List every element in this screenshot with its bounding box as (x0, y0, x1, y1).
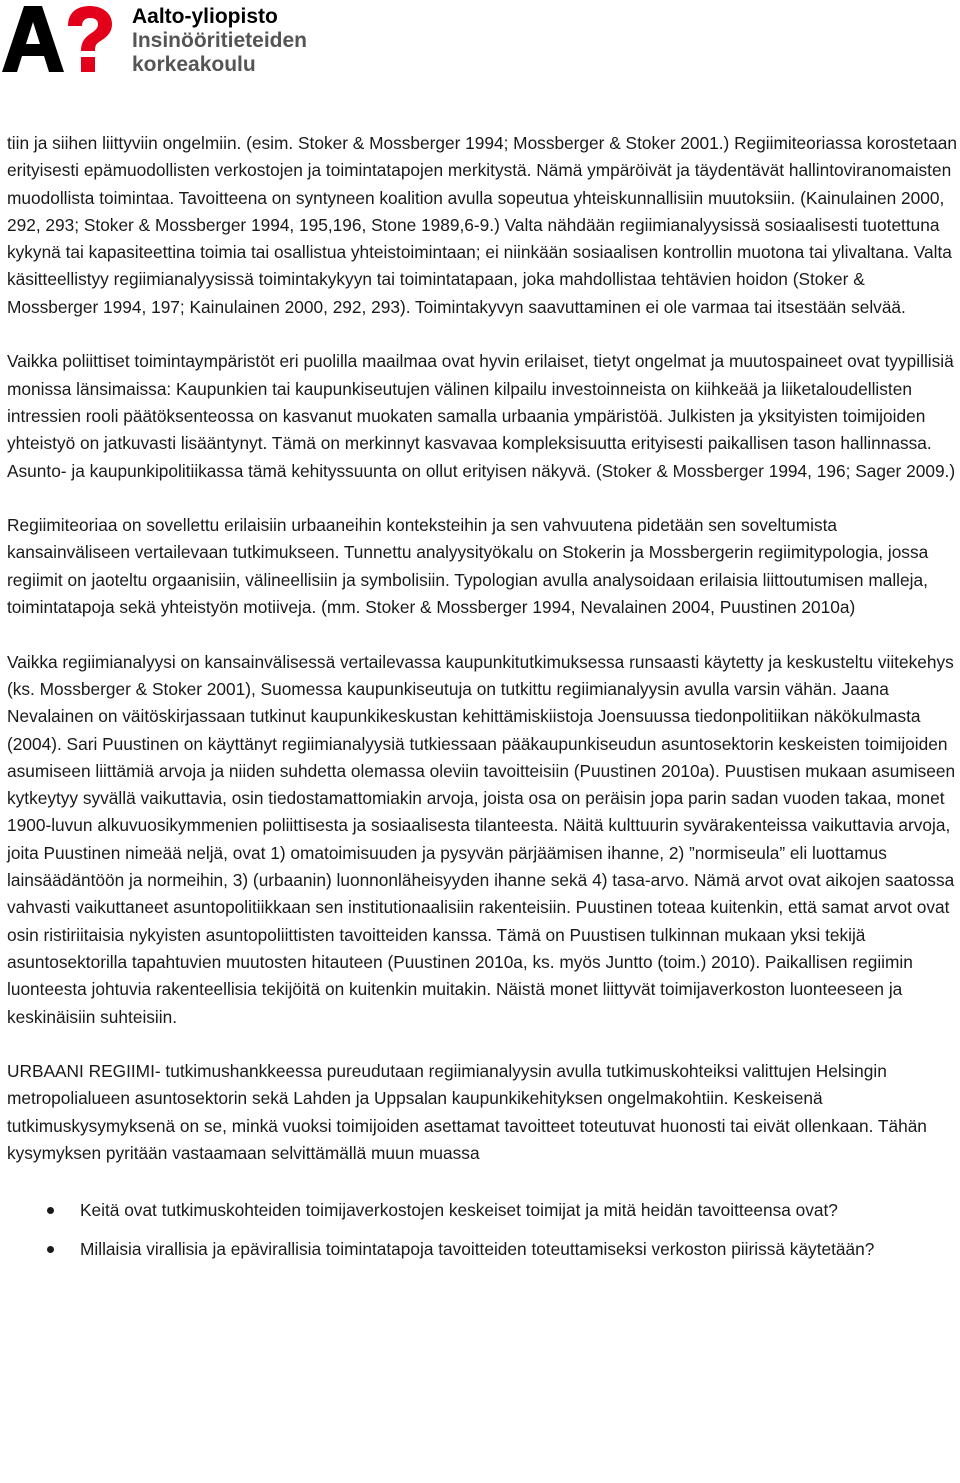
bullet-icon (47, 1207, 54, 1214)
logo-line-university: Aalto-yliopisto (132, 5, 278, 28)
list-item-text: Keitä ovat tutkimuskohteiden toimijaverkostojen keskeiset toimijat ja mitä heidän tavoitteensa ovat? (80, 1199, 838, 1220)
paragraph: tiin ja siihen liittyviin ongelmiin. (esim. Stoker & Mossberger 1994; Mossberger & Stoker 2001.) Regiimiteoriassa korostetaan erityisesti epämuodollisten verkostojen ja toimintatapojen merkitystä. Nämä ympäröivät ja täydentävät hallintoviranomaisten muodollista toimintaa. Tavoitteena on syntyneen koalition avulla sopeutua yhteiskunnallisiin muutoksiin. (Kainulainen 2000, 292, 293; Stoker & Mossberger 1994, 195,196, Stone 1989,6-9.) Valta nähdään regiimianalyysissä sosiaalisesti tuotettuna kykynä tai kapasiteettina toimia tai osallistua yhteistoimintaan; ei niinkään sosiaalisen kontrollin muotona tai ylivaltana. Valta käsitteellistyy regiimianalyysissä toimintakykyyn tai toimintatapaan, joka mahdollistaa tehtävien hoidon (Stoker & Mossberger 1994, 197; Kainulainen 2000, 292, 293). Toimintakyvyn saavuttaminen ei ole varmaa tai itsestään selvää. (7, 133, 957, 317)
document-body (7, 130, 957, 1273)
list-item (80, 1195, 957, 1225)
paragraph: Regiimiteoriaa on sovellettu erilaisiin urbaaneihin konteksteihin ja sen vahvuutena pidetään sen soveltumista kansainväliseen vertailevaan tutkimukseen. Tunnettu analyysityökalu on Stokerin ja Mossbergerin regiimitypologia, jossa regiimit on jaoteltu orgaanisiin, välineellisiin ja symbolisiin. Typologian avulla analysoidaan erilaisia liittoutumisen malleja, toimintatapoja sekä yhteistyön motiiveja. (mm. Stoker & Mossberger 1994, Nevalainen 2004, Puustinen 2010a) (7, 515, 929, 618)
research-questions-list (7, 1195, 957, 1264)
list-item-text: Millaisia virallisia ja epävirallisia toimintatapoja tavoitteiden toteuttamiseksi verkoston piirissä käytetään? (80, 1238, 875, 1259)
aalto-logo-text (132, 5, 307, 77)
logo-line-school: Insinööritieteiden (132, 29, 308, 52)
bullet-icon (47, 1246, 54, 1253)
list-item (80, 1234, 957, 1264)
paragraph: Vaikka regiimianalyysi on kansainvälisessä vertailevassa kaupunkitutkimuksessa runsaasti käytetty ja keskusteltu viitekehys (ks. Mossberger & Stoker 2001), Suomessa kaupunkiseutuja on tutkittu regiimianalyysin avulla varsin vähän. Jaana Nevalainen on väitöskirjassaan tutkinut kaupunkikeskustan kehittämiskiistoja Joensuussa tiedonpolitiikan näkökulmasta (2004). Sari Puustinen on käyttänyt regiimianalyysiä tutkiessaan pääkaupunkiseudun asuntosektorin keskeisten toimijoiden asumiseen liittämiä arvoja ja niiden suhdetta olemassa oleviin tavoitteisiin (Puustinen 2010a). Puustisen mukaan asumiseen kytkeytyy syvällä vaikuttavia, osin tiedostamattomiakin arvoja, joista osa on peräisin jopa parin sadan vuoden takaa, monet 1900-luvun alkuvuosikymmenien poliittisesta ja sosiaalisesta tilanteesta. Näitä kulttuurin syvärakenteissa vaikuttavia arvoja, joita Puustinen nimeää neljä, ovat 1) omatoimisuuden ja pysyvän pärjäämisen ihanne, 2) ”normiseula” eli luottamus lainsäädäntöön ja normeihin, 3) (urbaanin) luonnonläheisyyden ihanne sekä 4) tasa-arvo. Nämä arvot ovat aikojen saatossa vahvasti vaikuttaneet asuntopolitiikkaan sen institutionaalisiin rakenteisiin. Puustinen toteaa kuitenkin, että samat arvot ovat osin ristiriitaisia nykyisten asuntopoliittisten tavoitteiden kanssa. Tämä on Puustisen tulkinnan mukaan yksi tekijä asuntosektorilla tapahtuvien muutosten hitauteen (Puustinen 2010a, ks. myös Juntto (toim.) 2010). Paikallisen regiimin luonteesta johtuvia rakenteellisia tekijöitä on kuitenkin muitakin. Näistä monet liittyvät toimijaverkoston luonteeseen ja keskinäisiin suhteisiin. (7, 651, 956, 1027)
aalto-logo-mark (2, 4, 114, 74)
paragraph: URBAANI REGIIMI- tutkimushankkeessa pureudutaan regiimianalyysin avulla tutkimuskohteiksi valittujen Helsingin metropolialueen asuntosektorin sekä Lahden ja Uppsalan kaupunkikehityksen ongelmakohtiin. Keskeisenä tutkimuskysymyksenä on se, minkä vuoksi toimijoiden asettamat tavoitteet toteutuvat huonosti tai eivät ollenkaan. Tähän kysymyksen pyritään vastaamaan selvittämällä muun muassa (7, 1061, 927, 1163)
logo-line-school-2: korkeakoulu (132, 53, 256, 76)
page-header (0, 0, 960, 80)
paragraph: Vaikka poliittiset toimintaympäristöt eri puolilla maailmaa ovat hyvin erilaiset, tietyt ongelmat ja muutospaineet ovat tyypillisiä monissa länsimaissa: Kaupunkien tai kaupunkiseutujen välinen kilpailu investoinneista on kiihkeää ja liiketaloudellisten intressien rooli päätöksenteossa on kasvanut muokaten samalla urbaania ympäristöä. Julkisten ja yksityisten toimijoiden yhteistyö on jatkuvasti lisääntynyt. Tämä on merkinnyt kasvavaa kompleksisuutta erityisesti paikallisen tason hallinnassa. Asunto- ja kaupunkipolitiikassa tämä kehityssuunta on ollut erityisen näkyvä. (Stoker & Mossberger 1994, 196; Sager 2009.) (7, 351, 956, 481)
